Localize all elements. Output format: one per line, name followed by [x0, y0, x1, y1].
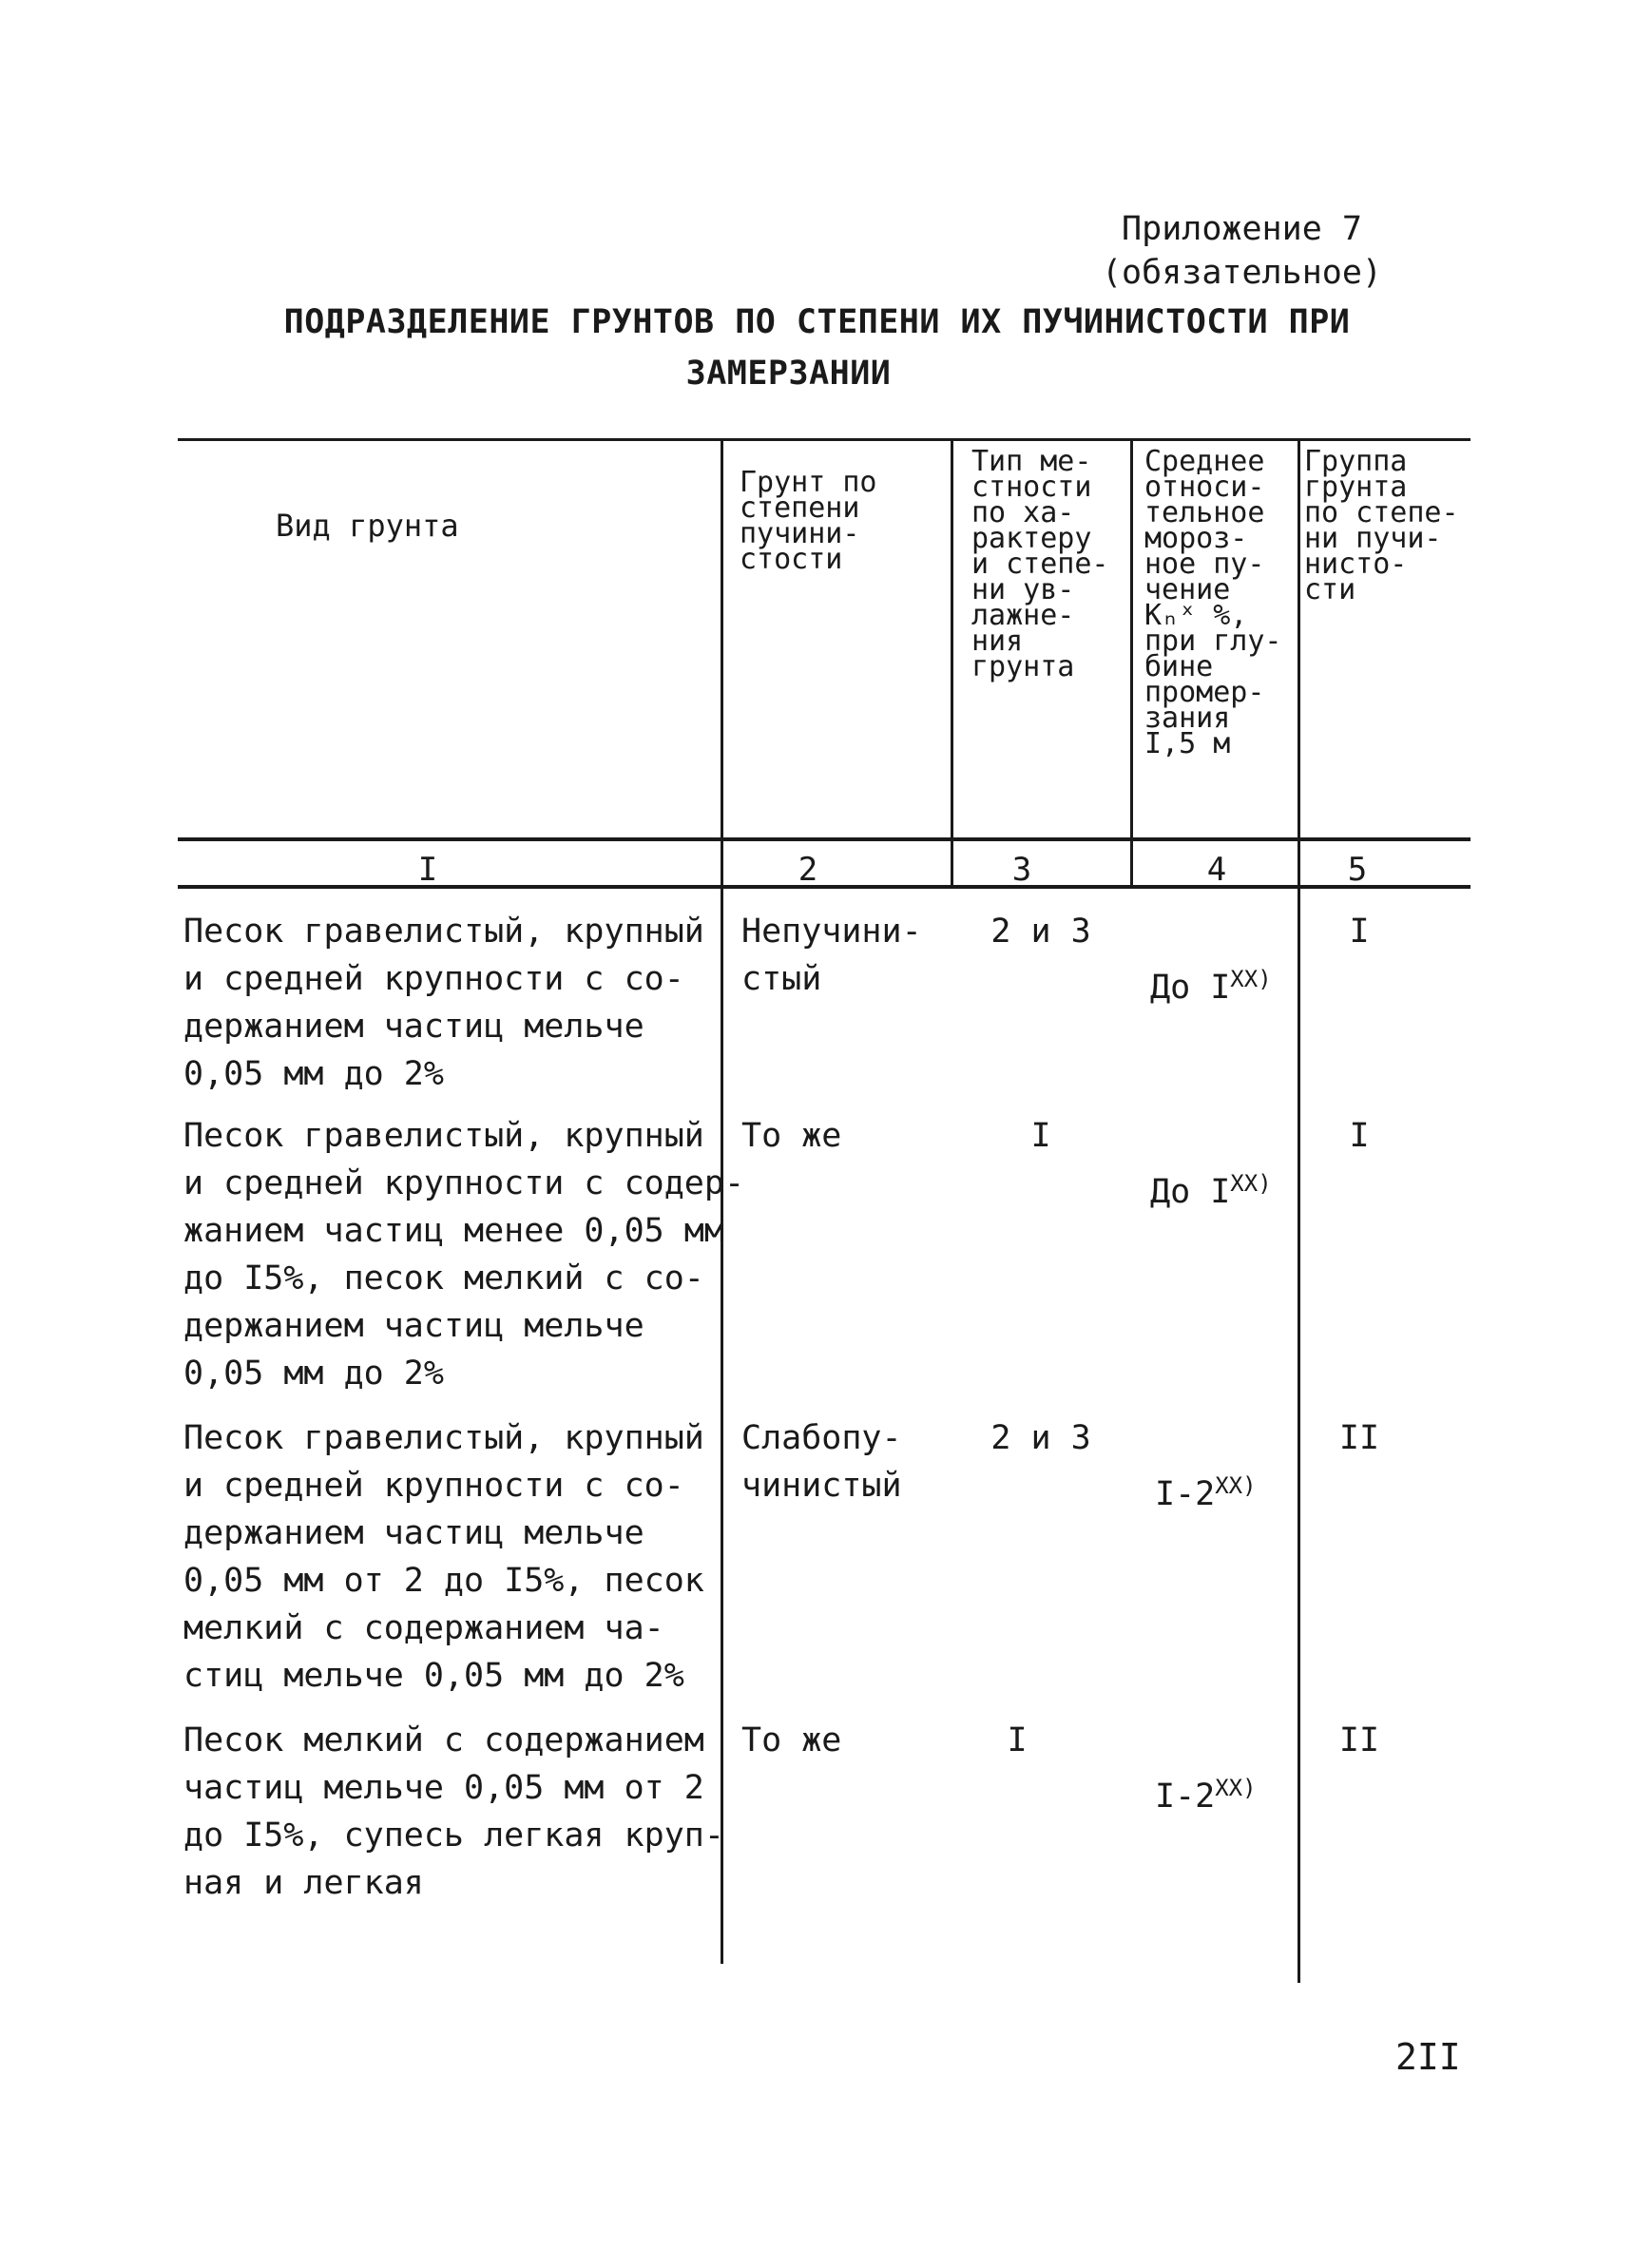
column-number-2: 2 — [798, 851, 818, 889]
appendix-status: (обязательное) — [1101, 254, 1382, 292]
title-line-2: ЗАМЕРЗАНИИ — [685, 355, 892, 393]
row-4-value — [1155, 1717, 1257, 1820]
row-2-value-footnote: XX) — [1230, 1170, 1272, 1197]
header-heaving-degree: Грунт по степени пучини- стости — [740, 466, 877, 576]
row-1-heaving: Непучини- стый — [741, 913, 922, 998]
row-4-heaving: То же — [741, 1721, 842, 1759]
appendix-label — [1102, 207, 1382, 295]
page-number: 2II — [1395, 2036, 1461, 2078]
row-4-value-main: I-2 — [1155, 1778, 1216, 1816]
row-1-soil: Песок гравелистый, крупный и средней крупности с со- держанием частиц мельче 0,05 мм до 2% — [183, 913, 704, 1093]
row-2-terrain: I — [1030, 1117, 1051, 1155]
row-2-value-main: До I — [1150, 1173, 1231, 1211]
row-1-value-footnote: XX) — [1230, 966, 1272, 992]
row-2-heaving: То же — [741, 1117, 842, 1155]
column-divider-4 — [1298, 438, 1300, 1983]
column-divider-2 — [951, 438, 953, 887]
table-top-border — [178, 438, 1471, 441]
row-1-value-main: До I — [1150, 969, 1231, 1007]
row-3-heaving: Слабопу- чинистый — [741, 1419, 902, 1505]
row-2-group: I — [1349, 1117, 1370, 1155]
row-4-group: II — [1338, 1721, 1380, 1759]
column-number-3: 3 — [1011, 851, 1032, 889]
row-1-terrain: 2 и 3 — [990, 913, 1091, 951]
column-number-1: I — [417, 851, 438, 889]
row-1-group: I — [1349, 913, 1370, 951]
header-soil-type: Вид грунта — [276, 508, 459, 544]
document-title — [0, 297, 1634, 399]
row-4-terrain: I — [1007, 1721, 1028, 1759]
appendix-number: Приложение 7 — [1122, 210, 1362, 248]
row-4-soil: Песок мелкий с содержанием частиц мельче 0,05 мм от 2 до I5%, супесь легкая круп- ная и легкая — [183, 1721, 724, 1902]
column-number-5: 5 — [1347, 851, 1368, 889]
header-bottom-border — [178, 837, 1471, 841]
row-3-group: II — [1338, 1419, 1380, 1457]
header-terrain-type: Тип ме- стности по ха- рактеру и степе- ни ув- лажне- ния грунта — [971, 445, 1109, 683]
row-3-terrain: 2 и 3 — [990, 1419, 1091, 1457]
header-soil-group: Группа грунта по степе- ни пучи- нисто- сти — [1304, 445, 1459, 606]
column-divider-3 — [1130, 438, 1133, 887]
row-1-value — [1150, 908, 1272, 1011]
row-3-value-main: I-2 — [1155, 1475, 1216, 1513]
row-3-value-footnote: XX) — [1215, 1472, 1257, 1499]
row-3-value — [1155, 1414, 1257, 1518]
row-3-soil: Песок гравелистый, крупный и средней крупности с со- держанием частиц мельче 0,05 мм от 2 до I5%, песок мелкий с содержанием ча- стиц мельче 0,05 мм до 2% — [183, 1419, 704, 1695]
header-frost-heave: Среднее относи- тельное мороз- ное пу- чение Kₙˣ %, при глу- бине промер- зания I,5 м — [1144, 445, 1282, 760]
title-line-1: ПОДРАЗДЕЛЕНИЕ ГРУНТОВ ПО СТЕПЕНИ ИХ ПУЧИНИСТОСТИ ПРИ — [283, 303, 1351, 341]
column-number-4: 4 — [1206, 851, 1227, 889]
row-2-soil: Песок гравелистый, крупный и средней крупности с содер- жанием частиц менее 0,05 мм до I5%, песок мелкий с со- держанием частиц мельче 0,05 мм до 2% — [183, 1117, 745, 1393]
row-4-value-footnote: XX) — [1215, 1775, 1257, 1801]
row-2-value — [1150, 1112, 1272, 1216]
